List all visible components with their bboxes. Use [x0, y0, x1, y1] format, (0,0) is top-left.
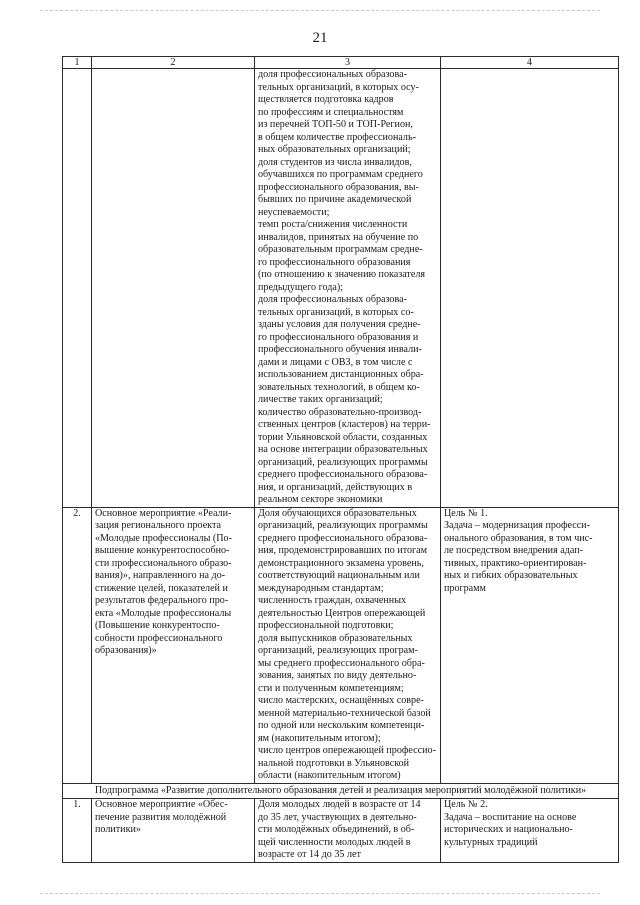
- indicator-line: по одной или нескольким компетенци-: [258, 720, 425, 731]
- event-line: собности профессионального: [95, 632, 223, 644]
- row-number: [63, 69, 92, 508]
- goal-line: ных и гибких образовательных: [444, 570, 578, 581]
- indicator-line: темп роста/снижения численности: [258, 219, 408, 230]
- indicator-line: образовательным программам средне-: [258, 244, 423, 255]
- goal-line: ле посредством внедрения адап-: [444, 545, 583, 556]
- goals-cell: [441, 507, 619, 783]
- indicator-line: Доля молодых людей в возрасте от 14: [258, 799, 421, 810]
- goals-cell: [441, 69, 619, 508]
- indicator-line: демонстрационного экзамена уровень,: [258, 557, 424, 569]
- event-line: стижение целей, показателей и: [95, 582, 228, 594]
- indicator-line: го профессионального образования: [258, 256, 411, 268]
- goal-line: тивных, практико-ориентирован-: [444, 557, 587, 569]
- indicator-line: возрасте от 14 до 35 лет: [258, 849, 361, 860]
- indicator-line: численность граждан, охваченных: [258, 595, 407, 606]
- indicator-line: в общем количестве профессиональ-: [258, 131, 416, 143]
- indicator-line: менной материально-технической базой: [258, 707, 431, 719]
- indicator-line: личестве таких организаций;: [258, 394, 383, 405]
- indicator-line: организаций, реализующих программы: [258, 456, 428, 468]
- indicator-line: ных образовательных организаций;: [258, 144, 411, 155]
- event-line: зация регионального проекта: [95, 520, 221, 531]
- column-number-4: 4: [441, 57, 619, 69]
- indicator-line: ния, и организаций, действующих в: [258, 481, 413, 493]
- indicator-line: тории Ульяновской области, созданных: [258, 431, 428, 443]
- indicator-line: го профессионального образования и: [258, 331, 419, 343]
- indicator-line: соответствующий национальным или: [258, 570, 420, 581]
- event-line: екта «Молодые профессионалы: [95, 607, 232, 619]
- indicators-cell: [255, 69, 441, 508]
- indicator-line: сти и полученным компетенциям;: [258, 682, 404, 694]
- indicator-line: неуспеваемости;: [258, 206, 330, 218]
- indicator-line: предыдущего года);: [258, 281, 344, 293]
- indicator-line: реальном секторе экономики: [258, 494, 383, 505]
- goals-cell: [441, 799, 619, 863]
- table-row: [63, 69, 619, 508]
- indicator-line: ям (накопительным итогом);: [258, 732, 381, 744]
- event-line: печение развития молодёжной: [95, 811, 227, 823]
- event-line: «Молодые профессионалы (По-: [95, 532, 232, 544]
- event-cell: [92, 507, 255, 783]
- event-line: Основное мероприятие «Реали-: [95, 507, 232, 519]
- indicator-line: дами и лицами с ОВЗ, в том числе с: [258, 356, 413, 368]
- event-line: результатов федерального про-: [95, 595, 229, 606]
- goal-line: онального образования, в том чис-: [444, 532, 593, 544]
- indicator-line: тельных организаций, в которых осу-: [258, 81, 419, 93]
- indicator-line: ственных центров (кластеров) на терри-: [258, 419, 431, 430]
- indicator-line: зовательных технологий, в общем ко-: [258, 381, 420, 393]
- indicator-line: области (накопительным итогом): [258, 770, 401, 781]
- column-number-3: 3: [255, 57, 441, 69]
- indicator-line: сти молодёжных объединений, в об-: [258, 824, 415, 835]
- indicator-line: среднего профессионального образова-: [258, 532, 428, 544]
- indicator-line: Доля обучающихся образовательных: [258, 507, 417, 519]
- goal-line: программ: [444, 582, 486, 594]
- event-line: вышение конкурентоспособно-: [95, 545, 230, 556]
- table-row: [63, 799, 619, 863]
- indicator-line: ния, продемонстрировавших по итогам: [258, 545, 428, 556]
- indicator-line: профессиональной подготовки;: [258, 620, 394, 631]
- indicator-line: доля выпускников образовательных: [258, 632, 413, 644]
- goal-line: культурных традиций: [444, 836, 538, 848]
- indicator-line: профессионального обучения инвали-: [258, 344, 422, 355]
- measures-table: [62, 56, 619, 863]
- indicator-line: организаций, реализующих программы: [258, 520, 428, 531]
- event-line: (Повышение конкурентоспо-: [95, 620, 220, 631]
- indicator-line: организаций, реализующих програм-: [258, 645, 418, 656]
- goal-line: Цель № 1.: [444, 507, 488, 519]
- event-line: образования)»: [95, 645, 157, 656]
- indicator-line: доля студентов из числа инвалидов,: [258, 156, 412, 168]
- indicator-line: из перечней ТОП-50 и ТОП-Регион,: [258, 119, 413, 130]
- indicator-line: зования, занятых по виду деятельно-: [258, 670, 417, 681]
- column-number-2: 2: [92, 57, 255, 69]
- event-line: вания)», направленного на до-: [95, 570, 226, 581]
- indicator-line: на основе интеграции образовательных: [258, 444, 428, 455]
- subprogram-title: Подпрограмма «Развитие дополнительного образования детей и реализация мероприятий молодёжной политики»: [63, 783, 619, 799]
- indicator-line: деятельностью Центров опережающей: [258, 607, 426, 619]
- table-header-row: [63, 57, 619, 69]
- row-number: 2.: [63, 507, 92, 783]
- indicator-line: зданы условия для получения средне-: [258, 319, 421, 330]
- indicator-line: количество образовательно-производ-: [258, 406, 422, 418]
- goal-line: Цель № 2.: [444, 799, 488, 810]
- event-line: сти профессионального образо-: [95, 557, 232, 569]
- indicator-line: инвалидов, принятых на обучение по: [258, 231, 419, 243]
- indicator-line: доля профессиональных образова-: [258, 69, 407, 80]
- indicator-line: до 35 лет, участвующих в деятельно-: [258, 811, 417, 823]
- indicator-line: число мастерских, оснащённых совре-: [258, 695, 424, 706]
- event-line: Основное мероприятие «Обес-: [95, 799, 228, 810]
- indicator-line: среднего профессионального образова-: [258, 469, 428, 480]
- table-row: [63, 507, 619, 783]
- indicator-line: щей численности молодых людей в: [258, 836, 411, 848]
- goal-line: исторических и национально-: [444, 824, 573, 835]
- event-line: политики»: [95, 824, 141, 835]
- row-number: 1.: [63, 799, 92, 863]
- indicator-line: бывших по причине академической: [258, 194, 412, 205]
- indicator-line: число центров опережающей профессио-: [258, 745, 436, 756]
- page-number: 21: [312, 30, 328, 46]
- event-cell: [92, 799, 255, 863]
- column-number-1: 1: [63, 57, 92, 69]
- scan-artifact-bottom: [40, 893, 600, 895]
- indicator-line: мы среднего профессионального обра-: [258, 657, 425, 669]
- indicators-cell: [255, 799, 441, 863]
- goal-line: Задача – модернизация професси-: [444, 520, 590, 531]
- indicator-line: тельных организаций, в которых со-: [258, 306, 414, 318]
- indicator-line: обучавшихся по программам среднего: [258, 169, 423, 180]
- goal-line: Задача – воспитание на основе: [444, 811, 577, 823]
- indicator-line: международным стандартам;: [258, 582, 384, 594]
- indicator-line: профессионального образования, вы-: [258, 181, 419, 193]
- indicator-line: (по отношению к значению показателя: [258, 269, 425, 280]
- indicator-line: доля профессиональных образова-: [258, 294, 407, 305]
- indicator-line: по профессиям и специальностям: [258, 106, 404, 118]
- indicators-cell: [255, 507, 441, 783]
- event-cell: [92, 69, 255, 508]
- scan-artifact-top: [40, 10, 600, 12]
- indicator-line: нальной подготовки в Ульяновской: [258, 757, 410, 769]
- indicator-line: использованием дистанционных обра-: [258, 369, 424, 380]
- subprogram-row: [63, 783, 619, 799]
- indicator-line: ществляется подготовка кадров: [258, 94, 394, 105]
